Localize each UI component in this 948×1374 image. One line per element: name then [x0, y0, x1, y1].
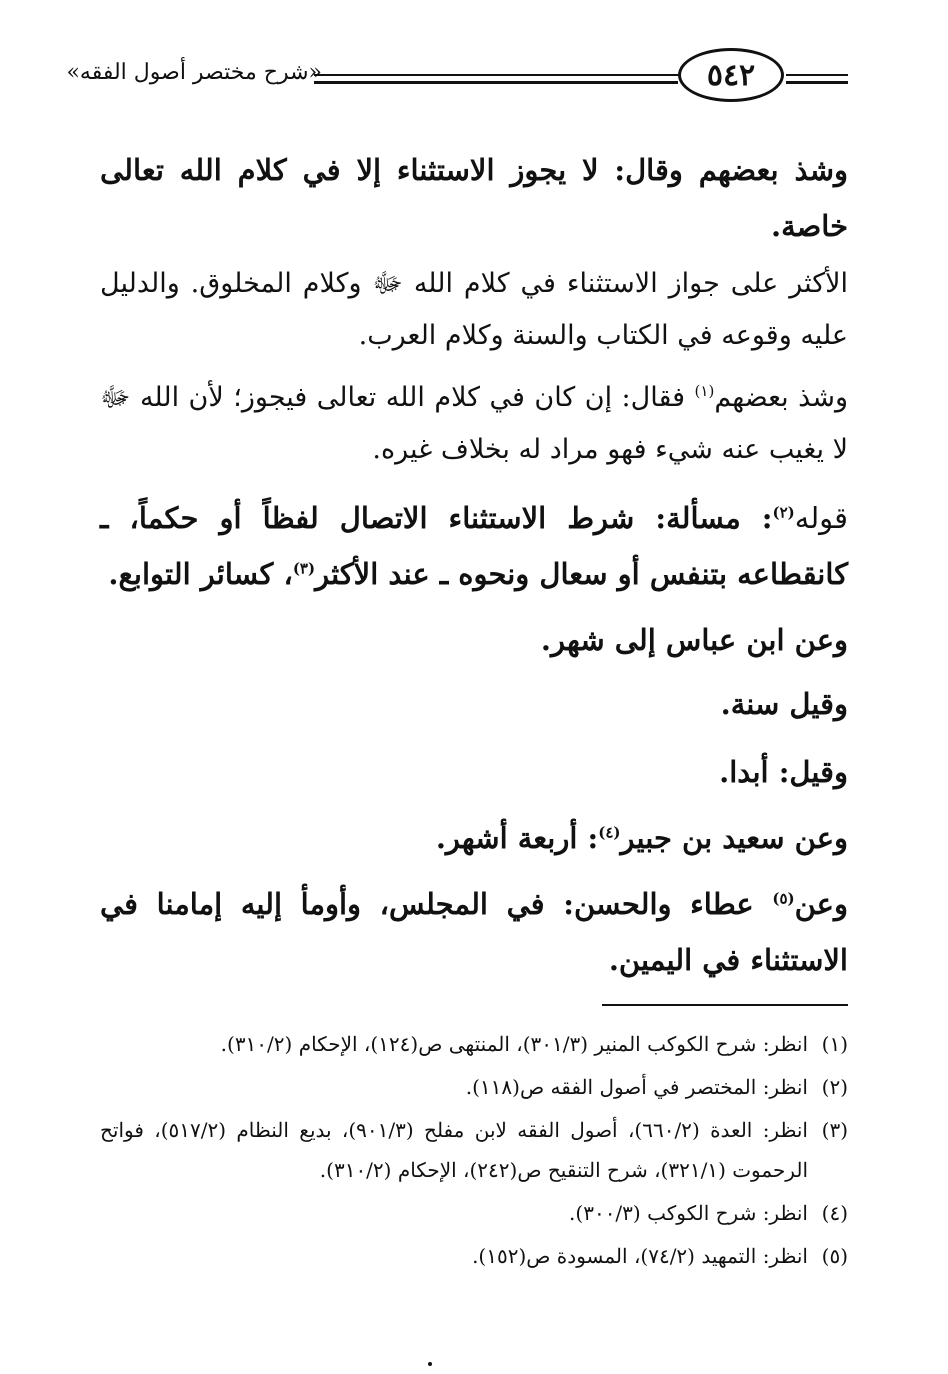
footnote-text: انظر: المختصر في أصول الفقه ص(١١٨).: [465, 1075, 808, 1099]
footnote-number: (٤): [821, 1201, 848, 1225]
paragraph-3: وشذ بعضهم$^{(١)}$ فقال: إن كان في كلام الله تعالى فيجوز؛ لأن الله ﷻ لا يغيب عنه شيء فهو مراد له بخلاف غيره.: [100, 382, 848, 465]
footnote-text: انظر: التمهيد (٧٤/٢)، المسودة ص(١٥٢).: [472, 1244, 808, 1268]
header-rule: [786, 74, 848, 76]
paragraph-1: وشذ بعضهم وقال: لا يجوز الاستثناء إلا في كلام الله تعالى خاصة.: [100, 153, 848, 243]
footnote-text: انظر: العدة (٦٦٠/٢)، أصول الفقه لابن مفلح (٩٠١/٣)، بديع النظام (٥١٧/٢)، فواتح الرحموت (٣٢١/١)، شرح التنقيح ص(٢٤٢)، الإحكام (٣١٠/٢).: [100, 1118, 808, 1182]
print-mark: [428, 1362, 432, 1366]
footnote-text: انظر: شرح الكوكب (٣٠٠/٣).: [569, 1201, 808, 1225]
footnote-separator: [602, 1004, 848, 1006]
footnote-ref: (٤): [598, 823, 621, 842]
header-rule: [314, 74, 678, 76]
header-rule: [314, 81, 678, 84]
paragraph-5: وعن ابن عباس إلى شهر.: [540, 623, 848, 657]
footnote-number: (٥): [821, 1244, 848, 1268]
paragraph-4: قوله$^{(٢)}$: مسألة: شرط الاستثناء الاتصال لفظاً أو حكماً، ـ كانقطاعه بتنفس أو سعال ونحوه ـ عند الأكثر$^{(٣)}$، كسائر التوابع.: [100, 501, 848, 591]
paragraph-8: وعن سعيد بن جبير$^{(٤)}$: أربعة أشهر.: [435, 821, 848, 855]
footnote-ref: (١): [694, 382, 715, 400]
page-header: [66, 46, 848, 106]
footnote-ref: (٢): [772, 503, 795, 522]
page-number: ٥٤٢: [678, 48, 784, 102]
footnote-number: (١): [821, 1032, 848, 1056]
footnote-ref: (٥): [772, 889, 795, 908]
paragraph-2: الأكثر على جواز الاستثناء في كلام الله ﷻ وكلام المخلوق. والدليل عليه وقوعه في الكتاب والسنة وكلام العرب.: [100, 268, 848, 351]
paragraph-9: وعن$^{(٥)}$ عطاء والحسن: في المجلس، وأومأ إليه إمامنا في الاستثناء في اليمين.: [100, 887, 848, 977]
footnote: [100, 1110, 848, 1190]
running-title: «شرح مختصر أصول الفقه»: [66, 60, 322, 85]
footnote: [100, 1236, 848, 1276]
footnote: [100, 1024, 848, 1064]
footnote-ref: (٣): [292, 559, 316, 578]
footnote-number: (٣): [821, 1118, 848, 1142]
footnote-text: انظر: شرح الكوكب المنير (٣٠١/٣)، المنتهى ص(١٢٤)، الإحكام (٣١٠/٢).: [220, 1032, 808, 1056]
footnote: [100, 1067, 848, 1107]
paragraph-6: وقيل سنة.: [720, 687, 848, 721]
paragraph-7: وقيل: أبدا.: [719, 755, 848, 789]
footnotes: [100, 1024, 848, 1279]
footnote-number: (٢): [821, 1075, 848, 1099]
footnote: [100, 1193, 848, 1233]
header-rule: [786, 81, 848, 84]
